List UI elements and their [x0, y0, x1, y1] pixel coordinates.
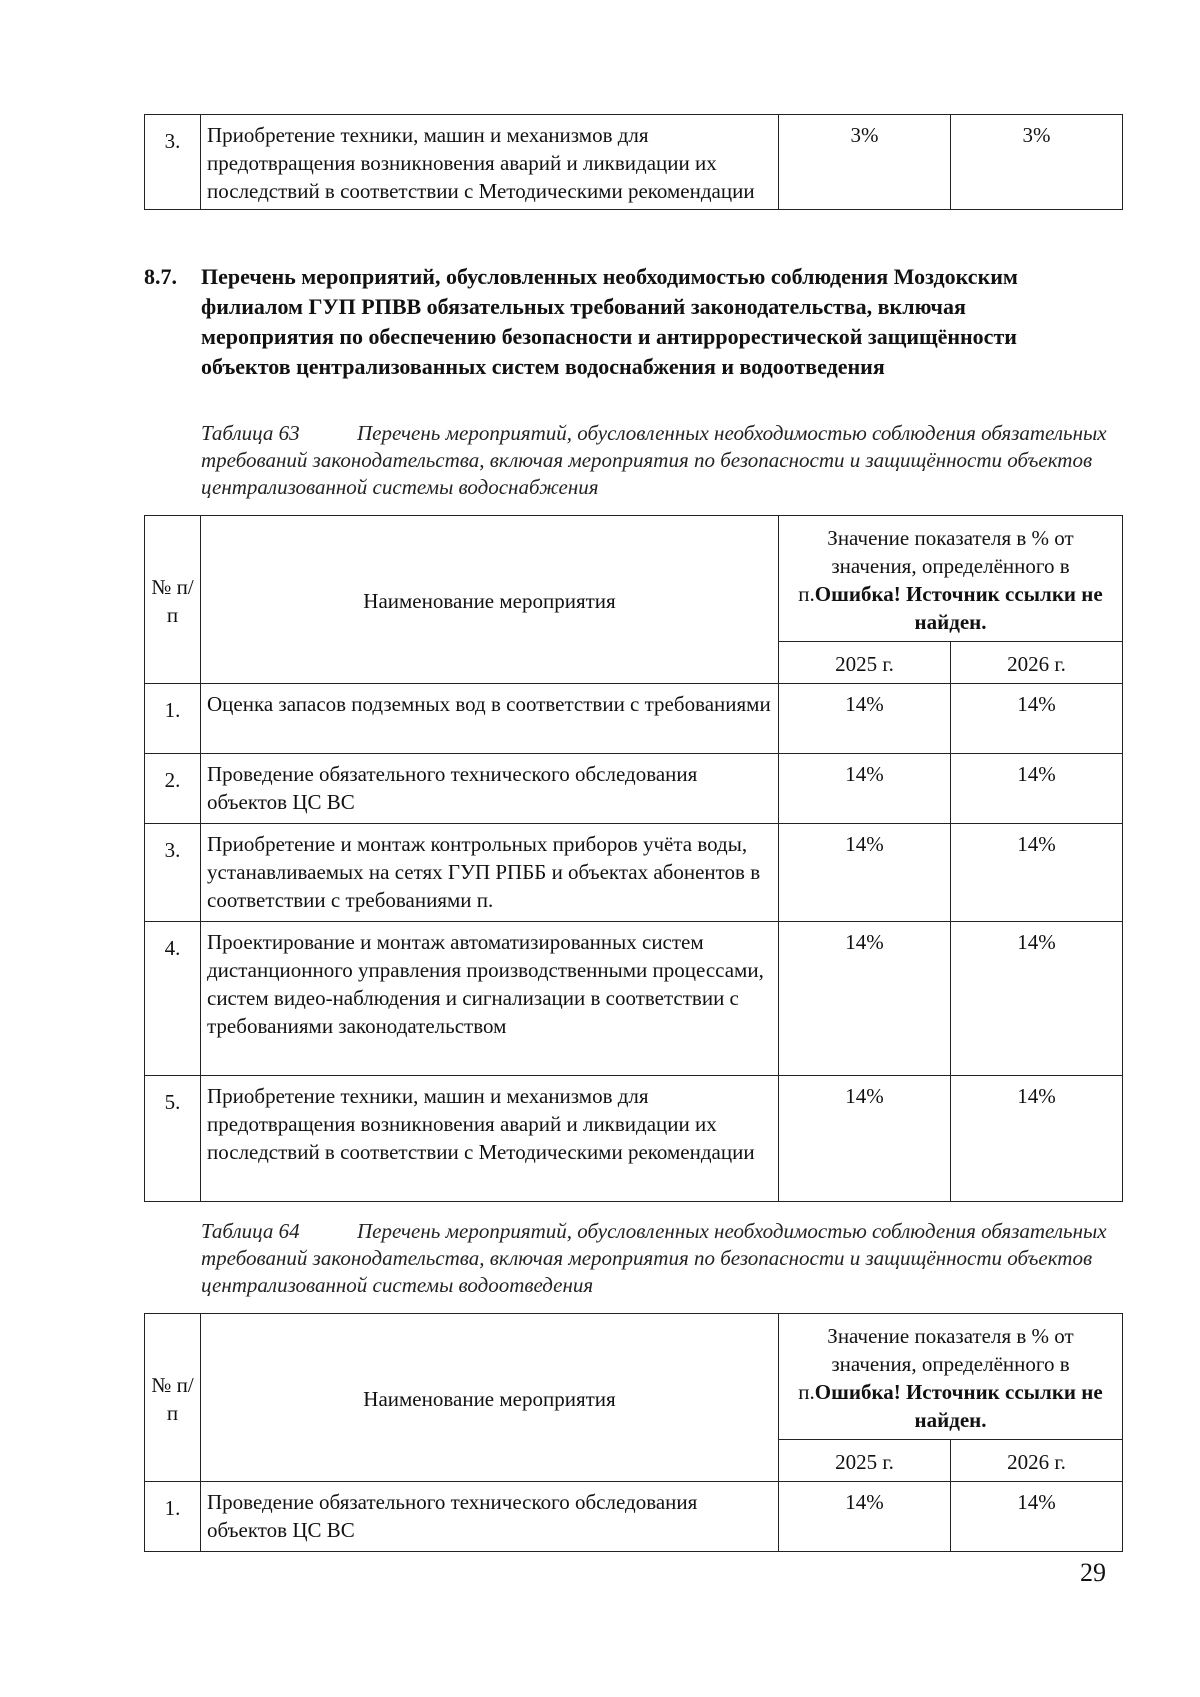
section-heading — [144, 262, 1064, 382]
row-value-2025: 14% — [779, 922, 951, 1076]
header-number: № п/п — [145, 516, 201, 684]
row-name: Проектирование и монтаж автоматизированных систем дистанционного управления производственными процессами, систем видео-наблюдения и сигнализации в соответствии с требованиями законодательством — [201, 922, 779, 1076]
top-table — [144, 114, 1123, 210]
table-row — [145, 115, 1123, 210]
row-value-2025: 3% — [779, 115, 951, 210]
table-header-row — [145, 516, 1123, 642]
header-year-2026: 2026 г. — [951, 1440, 1123, 1482]
table-row — [145, 922, 1123, 1076]
table-row — [145, 824, 1123, 922]
table63-caption — [201, 420, 1121, 501]
row-value-2025: 14% — [779, 1482, 951, 1552]
section-number: 8.7. — [144, 264, 177, 289]
row-name: Приобретение техники, машин и механизмов для предотвращения возникновения аварий и ликвидации их последствий в соответствии с Методическими рекомендации — [201, 115, 779, 210]
header-year-2025: 2025 г. — [779, 642, 951, 684]
row-number: 2. — [145, 754, 201, 824]
table-row — [145, 1076, 1123, 1202]
row-name: Приобретение техники, машин и механизмов для предотвращения возникновения аварий и ликвидации их последствий в соответствии с Методическими рекомендации — [201, 1076, 779, 1202]
row-name: Проведение обязательного технического обследования объектов ЦС ВС — [201, 1482, 779, 1552]
row-number: 3. — [145, 824, 201, 922]
header-name: Наименование мероприятия — [201, 516, 779, 684]
header-value — [779, 1314, 1123, 1440]
table63-caption-text: Перечень мероприятий, обусловленных необходимостью соблюдения обязательных требований законодательства, включая мероприятия по безопасности и защищённости объектов централизованной системы водоснабжения — [201, 421, 1107, 499]
table-row — [145, 1482, 1123, 1552]
page-number: 29 — [1080, 1558, 1106, 1587]
row-value-2026: 14% — [951, 922, 1123, 1076]
row-number: 1. — [145, 1482, 201, 1552]
table64-caption — [201, 1218, 1121, 1299]
row-value-2025: 14% — [779, 754, 951, 824]
row-name: Проведение обязательного технического обследования объектов ЦС ВС — [201, 754, 779, 824]
row-value-2025: 14% — [779, 1076, 951, 1202]
header-name: Наименование мероприятия — [201, 1314, 779, 1482]
header-number: № п/п — [145, 1314, 201, 1482]
row-value-2025: 14% — [779, 684, 951, 754]
section-title: Перечень мероприятий, обусловленных необходимостью соблюдения Моздокским филиалом ГУП РПВВ обязательных требований законодательства, включая мероприятия по обеспечению безопасности и антиррорестической защищённости объектов централизованных систем водоснабжения и водоотведения — [201, 264, 1018, 379]
row-number: 3. — [145, 115, 201, 210]
header-value — [779, 516, 1123, 642]
row-value-2026: 14% — [951, 1482, 1123, 1552]
row-value-2026: 14% — [951, 824, 1123, 922]
header-year-2025: 2025 г. — [779, 1440, 951, 1482]
row-name: Оценка запасов подземных вод в соответствии с требованиями — [201, 684, 779, 754]
header-value-error: Ошибка! Источник ссылки не найден. — [814, 582, 1103, 634]
row-number: 1. — [145, 684, 201, 754]
header-value-text: Значение показателя в % от значения, определённого в п. — [798, 1324, 1074, 1404]
table-header-row — [145, 1314, 1123, 1440]
table64 — [144, 1313, 1123, 1552]
row-number: 5. — [145, 1076, 201, 1202]
table-row — [145, 754, 1123, 824]
table-row — [145, 684, 1123, 754]
header-year-2026: 2026 г. — [951, 642, 1123, 684]
header-value-text: Значение показателя в % от значения, определённого в п. — [798, 526, 1074, 606]
row-value-2026: 14% — [951, 1076, 1123, 1202]
row-name: Приобретение и монтаж контрольных приборов учёта воды, устанавливаемых на сетях ГУП РПББ и объектах абонентов в соответствии с требованиями п. — [201, 824, 779, 922]
row-value-2026: 14% — [951, 754, 1123, 824]
row-value-2026: 3% — [951, 115, 1123, 210]
table63 — [144, 515, 1123, 1202]
table63-caption-label: Таблица 63 — [201, 421, 300, 445]
row-value-2026: 14% — [951, 684, 1123, 754]
row-number: 4. — [145, 922, 201, 1076]
header-value-error: Ошибка! Источник ссылки не найден. — [814, 1380, 1103, 1432]
table64-caption-text: Перечень мероприятий, обусловленных необходимостью соблюдения обязательных требований законодательства, включая мероприятия по безопасности и защищённости объектов централизованной системы водоотведения — [201, 1219, 1107, 1297]
row-value-2025: 14% — [779, 824, 951, 922]
table64-caption-label: Таблица 64 — [201, 1219, 300, 1243]
